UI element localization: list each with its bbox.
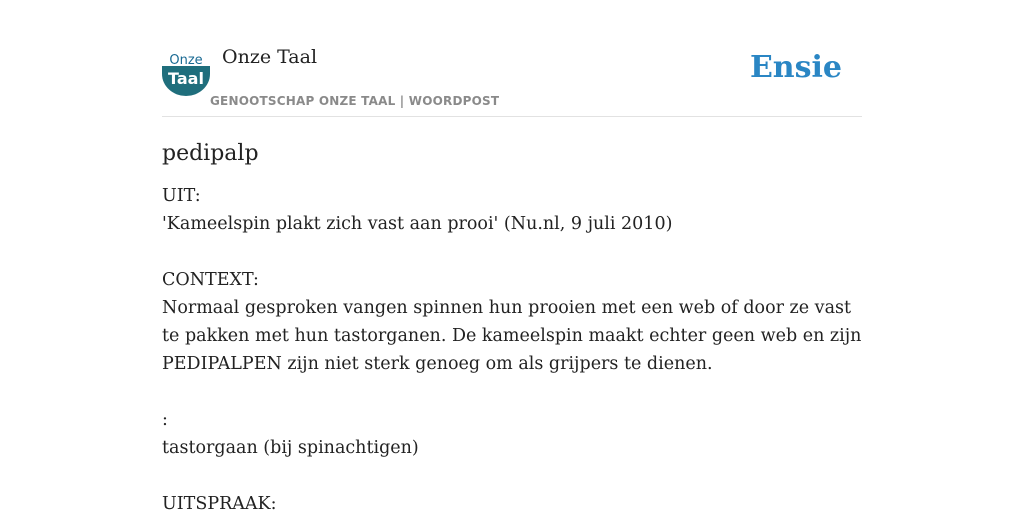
article-body	[162, 182, 862, 512]
spacer	[162, 238, 862, 266]
ensie-logo-link[interactable]: Ensie	[749, 50, 842, 85]
source-label: UIT:	[162, 186, 201, 206]
spacer	[162, 378, 862, 406]
spacer	[162, 462, 862, 490]
meaning-label: :	[162, 410, 168, 430]
context-label: CONTEXT:	[162, 270, 259, 290]
meaning-text: tastorgaan (bij spinachtigen)	[162, 438, 419, 458]
site-subtitle: GENOOTSCHAP ONZE TAAL | WOORDPOST	[210, 94, 500, 108]
onze-taal-logo[interactable]	[162, 52, 210, 96]
logo-text-bottom: Taal	[168, 69, 204, 88]
context-text: Normaal gesproken vangen spinnen hun prooien met een web of door ze vast te pakken met hun tastorganen. De kameelspin maakt echter geen web en zijn PEDIPALPEN zijn niet sterk genoeg om als grijpers te dienen.	[162, 298, 862, 374]
site-header	[162, 44, 862, 117]
pronunciation-label: UITSPRAAK:	[162, 494, 277, 512]
site-name[interactable]: Onze Taal	[222, 46, 318, 68]
source-text: 'Kameelspin plakt zich vast aan prooi' (Nu.nl, 9 juli 2010)	[162, 214, 673, 234]
page-title: pedipalp	[162, 141, 259, 166]
article	[162, 138, 862, 512]
logo-text-top: Onze	[169, 53, 203, 68]
